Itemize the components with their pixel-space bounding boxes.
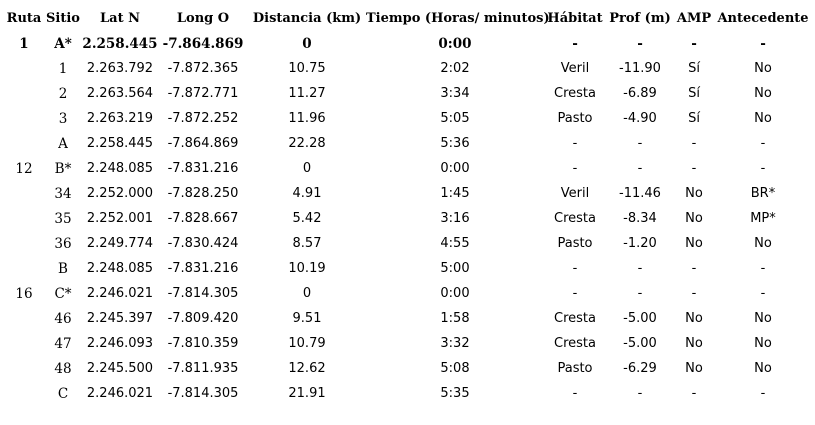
cell-distancia: 11.27 bbox=[288, 86, 326, 101]
cell-amp: Sí bbox=[688, 61, 700, 76]
cell-lat: 2.245.500 bbox=[86, 361, 154, 376]
cell-tiempo: 1:58 bbox=[440, 311, 470, 326]
cell-long: -7.811.935 bbox=[167, 361, 239, 376]
cell-distancia: 0 bbox=[302, 35, 312, 52]
cell-amp: No bbox=[685, 211, 703, 226]
cell-distancia: 10.79 bbox=[288, 336, 326, 351]
cell-distancia: 8.57 bbox=[292, 236, 322, 251]
cell-prof: - bbox=[637, 261, 643, 276]
cell-long: -7.828.667 bbox=[167, 211, 239, 226]
cell-prof: -11.90 bbox=[619, 61, 661, 76]
cell-lat: 2.246.093 bbox=[86, 336, 154, 351]
cell-habitat: Veril bbox=[560, 186, 590, 201]
cell-prof: -8.34 bbox=[623, 211, 657, 226]
cell-habitat: Veril bbox=[560, 61, 590, 76]
cell-ruta: 16 bbox=[15, 285, 33, 302]
table-row bbox=[4, 381, 812, 406]
cell-prof: -5.00 bbox=[623, 336, 657, 351]
cell-long: -7.872.771 bbox=[167, 86, 239, 101]
table-row bbox=[4, 206, 812, 231]
cell-habitat: Pasto bbox=[557, 361, 593, 376]
cell-habitat: - bbox=[572, 136, 578, 151]
table-row bbox=[4, 181, 812, 206]
cell-tiempo: 5:00 bbox=[440, 261, 470, 276]
header-sitio: Sitio bbox=[46, 10, 80, 26]
cell-antecedente: - bbox=[760, 136, 766, 151]
cell-sitio: 48 bbox=[54, 360, 72, 377]
cell-prof: - bbox=[637, 35, 643, 52]
cell-antecedente: No bbox=[754, 111, 772, 126]
cell-antecedente: - bbox=[760, 161, 766, 176]
cell-lat: 2.246.021 bbox=[86, 286, 154, 301]
cell-ruta: 12 bbox=[15, 160, 33, 177]
cell-tiempo: 5:36 bbox=[440, 136, 470, 151]
cell-sitio: B bbox=[58, 260, 68, 277]
header-antecedente: Antecedente bbox=[717, 10, 809, 26]
cell-long: -7.831.216 bbox=[167, 261, 239, 276]
cell-sitio: 1 bbox=[58, 60, 68, 77]
cell-lat: 2.252.000 bbox=[86, 186, 154, 201]
cell-habitat: Cresta bbox=[554, 336, 596, 351]
cell-ruta bbox=[4, 331, 44, 356]
table-row bbox=[4, 256, 812, 281]
cell-amp: No bbox=[685, 361, 703, 376]
table-body bbox=[4, 31, 812, 406]
cell-ruta bbox=[4, 81, 44, 106]
table-row bbox=[4, 306, 812, 331]
cell-prof: -6.89 bbox=[623, 86, 657, 101]
cell-long: -7.814.305 bbox=[167, 386, 239, 401]
cell-tiempo: 3:16 bbox=[440, 211, 470, 226]
cell-amp: - bbox=[691, 261, 697, 276]
cell-distancia: 21.91 bbox=[288, 386, 326, 401]
cell-distancia: 4.91 bbox=[292, 186, 322, 201]
cell-sitio: 3 bbox=[58, 110, 68, 127]
cell-antecedente: BR* bbox=[750, 186, 776, 201]
cell-ruta bbox=[4, 56, 44, 81]
cell-lat: 2.248.085 bbox=[86, 161, 154, 176]
cell-antecedente: No bbox=[754, 311, 772, 326]
cell-sitio: 34 bbox=[54, 185, 72, 202]
cell-prof: -6.29 bbox=[623, 361, 657, 376]
header-long: Long O bbox=[176, 10, 230, 26]
cell-habitat: - bbox=[572, 386, 578, 401]
cell-tiempo: 3:32 bbox=[440, 336, 470, 351]
cell-amp: No bbox=[685, 186, 703, 201]
table-row bbox=[4, 131, 812, 156]
cell-sitio: 36 bbox=[54, 235, 72, 252]
cell-distancia: 0 bbox=[302, 286, 312, 301]
cell-ruta bbox=[4, 206, 44, 231]
cell-long: -7.872.365 bbox=[167, 61, 239, 76]
cell-lat: 2.252.001 bbox=[86, 211, 154, 226]
cell-amp: - bbox=[691, 286, 697, 301]
cell-long: -7.810.359 bbox=[167, 336, 239, 351]
table-row bbox=[4, 281, 812, 306]
cell-lat: 2.246.021 bbox=[86, 386, 154, 401]
cell-prof: - bbox=[637, 386, 643, 401]
header-ruta: Ruta bbox=[6, 10, 42, 26]
cell-distancia: 9.51 bbox=[292, 311, 322, 326]
cell-ruta bbox=[4, 256, 44, 281]
header-distancia: Distancia (km) bbox=[252, 10, 362, 26]
cell-prof: -11.46 bbox=[619, 186, 661, 201]
cell-sitio: 2 bbox=[58, 85, 68, 102]
cell-antecedente: - bbox=[760, 35, 766, 52]
header-prof: Prof (m) bbox=[609, 10, 671, 26]
cell-antecedente: - bbox=[760, 261, 766, 276]
cell-tiempo: 0:00 bbox=[438, 35, 472, 52]
header-row bbox=[4, 5, 812, 31]
cell-antecedente: MP* bbox=[750, 211, 776, 226]
cell-ruta bbox=[4, 181, 44, 206]
cell-tiempo: 5:05 bbox=[440, 111, 470, 126]
cell-prof: -1.20 bbox=[623, 236, 657, 251]
cell-habitat: Pasto bbox=[557, 111, 593, 126]
cell-distancia: 10.19 bbox=[288, 261, 326, 276]
cell-tiempo: 5:35 bbox=[440, 386, 470, 401]
cell-sitio: 46 bbox=[54, 310, 72, 327]
cell-antecedente: - bbox=[760, 286, 766, 301]
cell-sitio: B* bbox=[54, 160, 72, 177]
cell-tiempo: 1:45 bbox=[440, 186, 470, 201]
cell-ruta bbox=[4, 231, 44, 256]
cell-prof: - bbox=[637, 136, 643, 151]
cell-tiempo: 0:00 bbox=[440, 161, 470, 176]
table-row bbox=[4, 356, 812, 381]
cell-sitio: A bbox=[58, 135, 68, 152]
cell-antecedente: No bbox=[754, 361, 772, 376]
cell-antecedente: No bbox=[754, 61, 772, 76]
cell-tiempo: 3:34 bbox=[440, 86, 470, 101]
cell-lat: 2.258.445 bbox=[86, 136, 154, 151]
cell-long: -7.864.869 bbox=[167, 136, 239, 151]
cell-amp: Sí bbox=[688, 111, 700, 126]
cell-prof: - bbox=[637, 286, 643, 301]
cell-tiempo: 0:00 bbox=[440, 286, 470, 301]
header-amp: AMP bbox=[676, 10, 712, 26]
cell-sitio: A* bbox=[54, 35, 72, 52]
cell-long: -7.828.250 bbox=[167, 186, 239, 201]
cell-prof: - bbox=[637, 161, 643, 176]
cell-prof: -4.90 bbox=[623, 111, 657, 126]
cell-ruta: 1 bbox=[19, 35, 29, 52]
cell-ruta bbox=[4, 356, 44, 381]
cell-amp: - bbox=[691, 386, 697, 401]
cell-lat: 2.249.774 bbox=[86, 236, 154, 251]
table-row bbox=[4, 331, 812, 356]
cell-long: -7.809.420 bbox=[167, 311, 239, 326]
cell-ruta bbox=[4, 306, 44, 331]
cell-distancia: 12.62 bbox=[288, 361, 326, 376]
cell-long: -7.872.252 bbox=[167, 111, 239, 126]
table-row bbox=[4, 106, 812, 131]
cell-lat: 2.263.792 bbox=[86, 61, 154, 76]
cell-long: -7.814.305 bbox=[167, 286, 239, 301]
table-row bbox=[4, 31, 812, 56]
cell-ruta bbox=[4, 131, 44, 156]
cell-distancia: 10.75 bbox=[288, 61, 326, 76]
cell-habitat: Cresta bbox=[554, 86, 596, 101]
cell-habitat: - bbox=[572, 35, 578, 52]
cell-antecedente: No bbox=[754, 236, 772, 251]
cell-sitio: C bbox=[57, 385, 69, 402]
cell-tiempo: 4:55 bbox=[440, 236, 470, 251]
cell-long: -7.830.424 bbox=[167, 236, 239, 251]
cell-habitat: - bbox=[572, 261, 578, 276]
cell-distancia: 0 bbox=[302, 161, 312, 176]
cell-lat: 2.263.564 bbox=[86, 86, 154, 101]
cell-sitio: C* bbox=[54, 285, 72, 302]
cell-distancia: 11.96 bbox=[288, 111, 326, 126]
cell-prof: -5.00 bbox=[623, 311, 657, 326]
cell-tiempo: 5:08 bbox=[440, 361, 470, 376]
cell-long: -7.831.216 bbox=[167, 161, 239, 176]
cell-amp: Sí bbox=[688, 86, 700, 101]
cell-habitat: - bbox=[572, 286, 578, 301]
cell-habitat: Pasto bbox=[557, 236, 593, 251]
cell-lat: 2.258.445 bbox=[82, 35, 158, 52]
cell-distancia: 22.28 bbox=[288, 136, 326, 151]
cell-lat: 2.263.219 bbox=[86, 111, 154, 126]
table-row bbox=[4, 156, 812, 181]
cell-amp: No bbox=[685, 336, 703, 351]
cell-lat: 2.245.397 bbox=[86, 311, 154, 326]
table-row bbox=[4, 56, 812, 81]
cell-amp: - bbox=[691, 35, 697, 52]
header-lat: Lat N bbox=[100, 10, 140, 26]
cell-antecedente: - bbox=[760, 386, 766, 401]
cell-amp: No bbox=[685, 236, 703, 251]
table-row bbox=[4, 231, 812, 256]
header-habitat: Hábitat bbox=[547, 10, 603, 26]
header-tiempo: Tiempo (Horas/ minutos) bbox=[366, 10, 550, 26]
cell-sitio: 47 bbox=[54, 335, 72, 352]
cell-antecedente: No bbox=[754, 86, 772, 101]
table-row bbox=[4, 81, 812, 106]
cell-habitat: - bbox=[572, 161, 578, 176]
cell-sitio: 35 bbox=[54, 210, 72, 227]
cell-habitat: Cresta bbox=[554, 211, 596, 226]
routes-table bbox=[4, 5, 812, 406]
cell-amp: - bbox=[691, 136, 697, 151]
cell-antecedente: No bbox=[754, 336, 772, 351]
cell-distancia: 5.42 bbox=[292, 211, 322, 226]
cell-ruta bbox=[4, 106, 44, 131]
cell-lat: 2.248.085 bbox=[86, 261, 154, 276]
cell-amp: - bbox=[691, 161, 697, 176]
cell-ruta bbox=[4, 381, 44, 406]
cell-habitat: Cresta bbox=[554, 311, 596, 326]
cell-long: -7.864.869 bbox=[162, 35, 244, 52]
cell-tiempo: 2:02 bbox=[440, 61, 470, 76]
cell-amp: No bbox=[685, 311, 703, 326]
